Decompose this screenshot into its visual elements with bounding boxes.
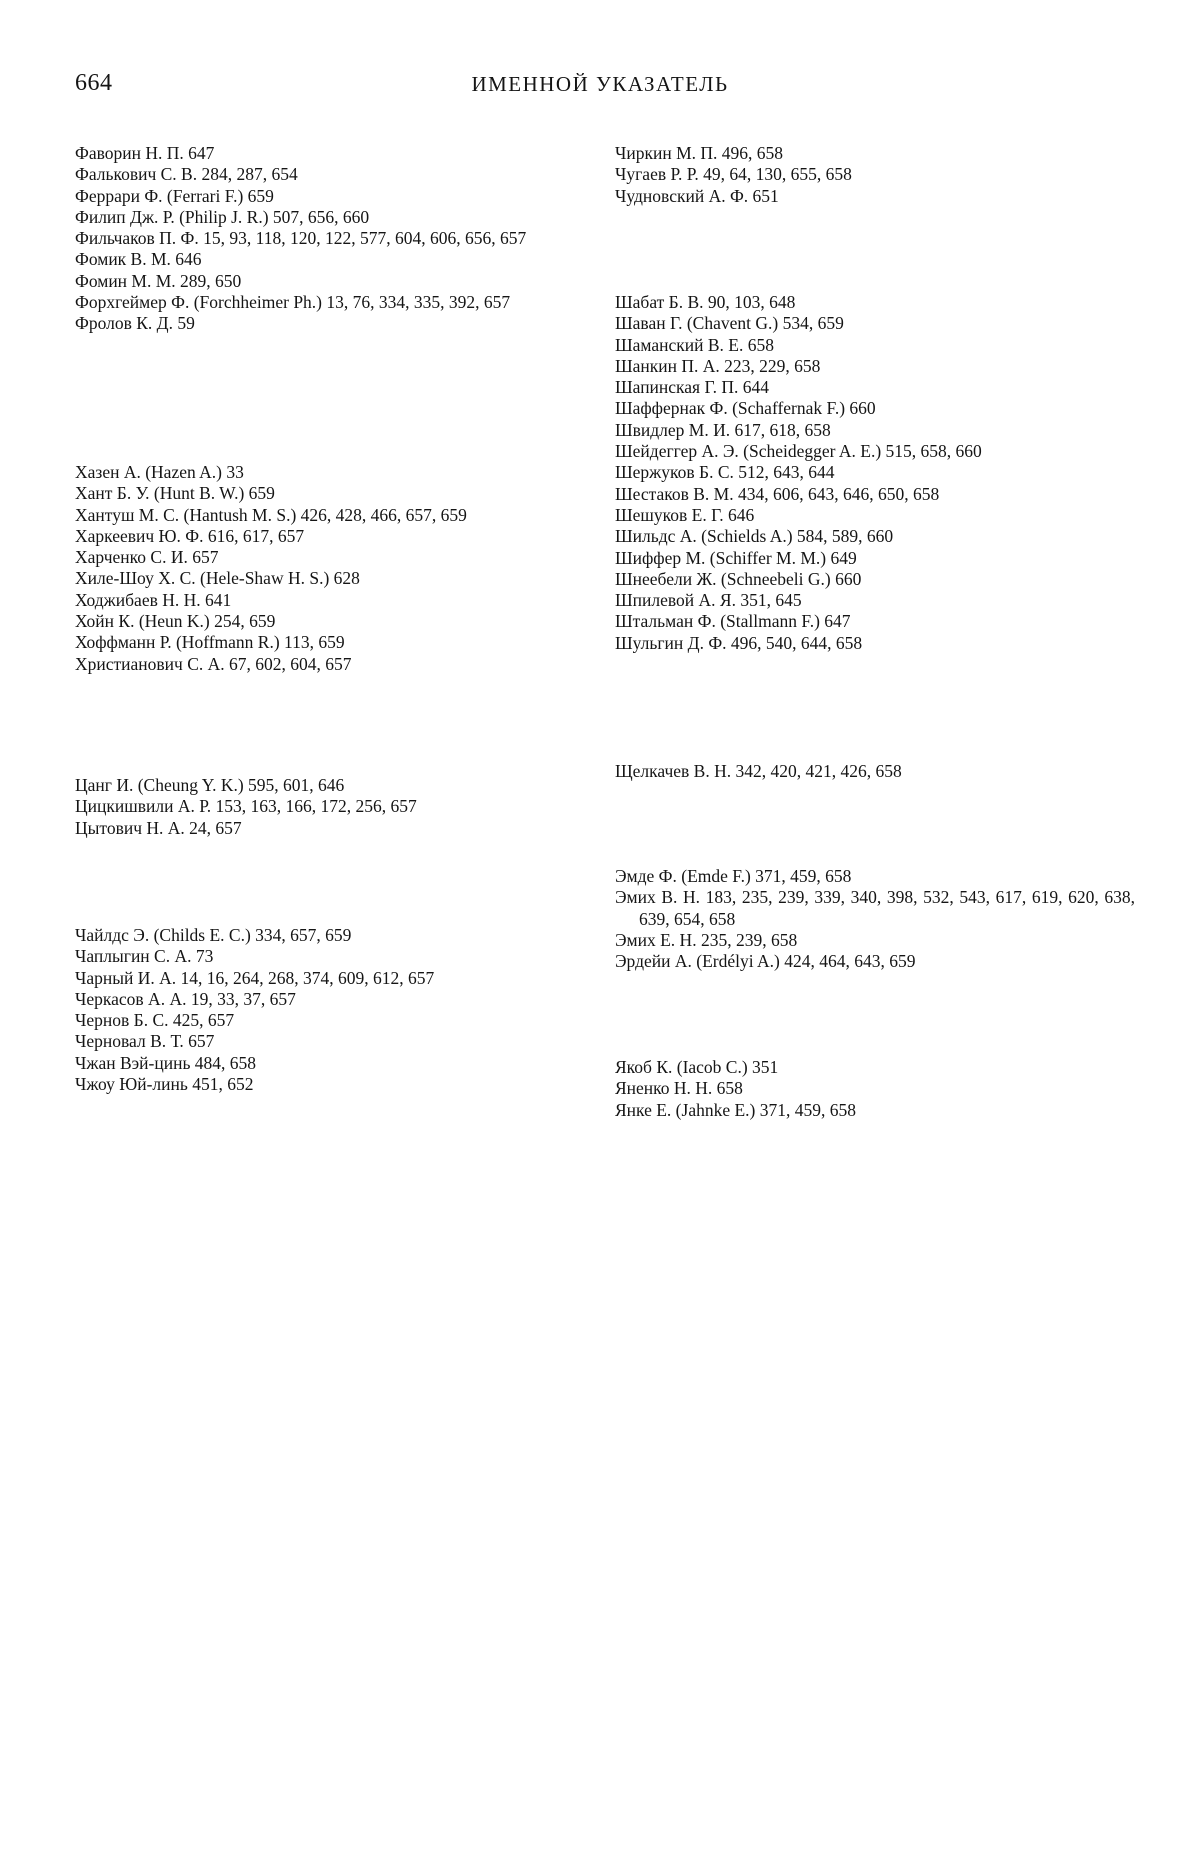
index-entry: Шаффернак Ф. (Schaffernak F.) 660 [615, 398, 876, 419]
index-entry: Эмде Ф. (Emde F.) 371, 459, 658 [615, 866, 852, 886]
index-entry: Ходжибаев Н. Н. 641 [75, 589, 232, 610]
index-entry: Цытович Н. А. 24, 657 [75, 817, 242, 838]
index-entry: Шульгин Д. Ф. 496, 540, 644, 658 [615, 632, 863, 653]
index-entry: Фильчаков П. Ф. 15, 93, 118, 120, 122, 577, 604, 606, 656, 657 [75, 228, 527, 249]
index-entry: Шапинская Г. П. 644 [615, 377, 770, 398]
index-group-ts [75, 775, 575, 839]
index-entry: Шешуков Е. Г. 646 [615, 504, 755, 525]
index-entry: Чарный И. А. 14, 16, 264, 268, 374, 609, 612, 657 [75, 967, 435, 988]
index-entry: Черкасов А. А. 19, 33, 37, 657 [75, 988, 296, 1009]
index-entry: Швидлер М. И. 617, 618, 658 [615, 419, 831, 440]
page-title: ИМЕННОЙ УКАЗАТЕЛЬ [471, 72, 729, 96]
index-entry: Шаван Г. (Chavent G.) 534, 659 [615, 313, 844, 334]
index-entry: Фролов К. Д. 59 [75, 313, 195, 334]
index-entry: Шпилевой А. Я. 351, 645 [615, 590, 802, 611]
index-entry: Фалькович С. В. 284, 287, 654 [75, 164, 298, 185]
index-entry: Шнеебели Ж. (Schneebeli G.) 660 [615, 568, 862, 589]
index-entry: Эмих Е. Н. 235, 239, 658 [615, 929, 798, 950]
index-entry: Цанг И. (Cheung Y. K.) 595, 601, 646 [75, 775, 345, 795]
index-entry: Чжоу Юй-линь 451, 652 [75, 1074, 254, 1095]
index-entry: Чугаев Р. Р. 49, 64, 130, 655, 658 [615, 164, 852, 185]
index-entry: Чудновский А. Ф. 651 [615, 185, 779, 206]
index-entry: Харченко С. И. 657 [75, 547, 219, 568]
index-entry: Шержуков Б. С. 512, 643, 644 [615, 462, 835, 483]
index-entry: Шестаков В. М. 434, 606, 643, 646, 650, 658 [615, 483, 940, 504]
index-entry: Феррари Ф. (Ferrari F.) 659 [75, 185, 274, 206]
index-entry: Хазен А. (Hazen A.) 33 [75, 462, 244, 482]
index-entry: Христианович С. А. 67, 602, 604, 657 [75, 653, 352, 674]
index-entry: Шильдс А. (Schields A.) 584, 589, 660 [615, 526, 894, 547]
index-entry: Хиле-Шоу Х. С. (Hele-Shaw H. S.) 628 [75, 568, 360, 589]
index-entry: Хантуш М. С. (Hantush M. S.) 426, 428, 466, 657, 659 [75, 504, 467, 525]
index-group-shch [615, 761, 1135, 782]
index-entry: Харкеевич Ю. Ф. 616, 617, 657 [75, 525, 305, 546]
index-entry: Янке Е. (Jahnke E.) 371, 459, 658 [615, 1099, 857, 1120]
index-entry: Цицкишвили А. Р. 153, 163, 166, 172, 256, 657 [75, 796, 417, 817]
index-entry: Шиффер М. (Schiffer M. M.) 649 [615, 547, 857, 568]
index-entry: Шанкин П. А. 223, 229, 658 [615, 355, 821, 376]
index-entry: Фомин М. М. 289, 650 [75, 270, 242, 291]
index-entry: Чайлдс Э. (Childs E. C.) 334, 657, 659 [75, 925, 352, 945]
index-entry: Эрдейи А. (Erdélyi A.) 424, 464, 643, 659 [615, 951, 916, 972]
index-entry: Хант Б. У. (Hunt B. W.) 659 [75, 483, 275, 504]
index-group-sh [615, 292, 1135, 654]
index-entry: Эмих В. Н. 183, 235, 239, 339, 340, 398, 532, 543, 617, 619, 620, 638, 639, 654, 658 [615, 887, 1135, 929]
index-entry: Фаворин Н. П. 647 [75, 143, 215, 163]
index-entry: Хоффманн Р. (Hoffmann R.) 113, 659 [75, 632, 345, 653]
index-group-ch-cont [615, 143, 1135, 207]
index-entry: Чиркин М. П. 496, 658 [615, 143, 784, 163]
index-entry: Шаманский В. Е. 658 [615, 334, 774, 355]
index-group-e [615, 866, 1135, 972]
index-entry: Черновал В. Т. 657 [75, 1031, 215, 1052]
index-group-ch [75, 925, 575, 1095]
page-number: 664 [75, 70, 113, 96]
index-entry: Чжан Вэй-цинь 484, 658 [75, 1052, 257, 1073]
index-entry: Чаплыгин С. А. 73 [75, 946, 214, 967]
index-entry: Щелкачев В. Н. 342, 420, 421, 426, 658 [615, 761, 902, 781]
index-group-kh [75, 462, 575, 675]
index-entry: Шейдеггер А. Э. (Scheidegger A. E.) 515, 658, 660 [615, 441, 982, 462]
index-entry: Якоб К. (Iacob C.) 351 [615, 1057, 779, 1077]
index-entry: Хойн К. (Heun K.) 254, 659 [75, 611, 276, 632]
index-entry: Яненко Н. Н. 658 [615, 1078, 743, 1099]
index-entry: Филип Дж. Р. (Philip J. R.) 507, 656, 660 [75, 206, 370, 227]
index-entry: Шабат Б. В. 90, 103, 648 [615, 292, 796, 312]
index-group-ya [615, 1057, 1135, 1121]
index-group-f [75, 143, 575, 335]
index-entry: Фомик В. М. 646 [75, 249, 202, 270]
index-entry: Чернов Б. С. 425, 657 [75, 1010, 235, 1031]
index-entry: Штальман Ф. (Stallmann F.) 647 [615, 611, 851, 632]
index-entry: Форхгеймер Ф. (Forchheimer Ph.) 13, 76, 334, 335, 392, 657 [75, 292, 511, 313]
